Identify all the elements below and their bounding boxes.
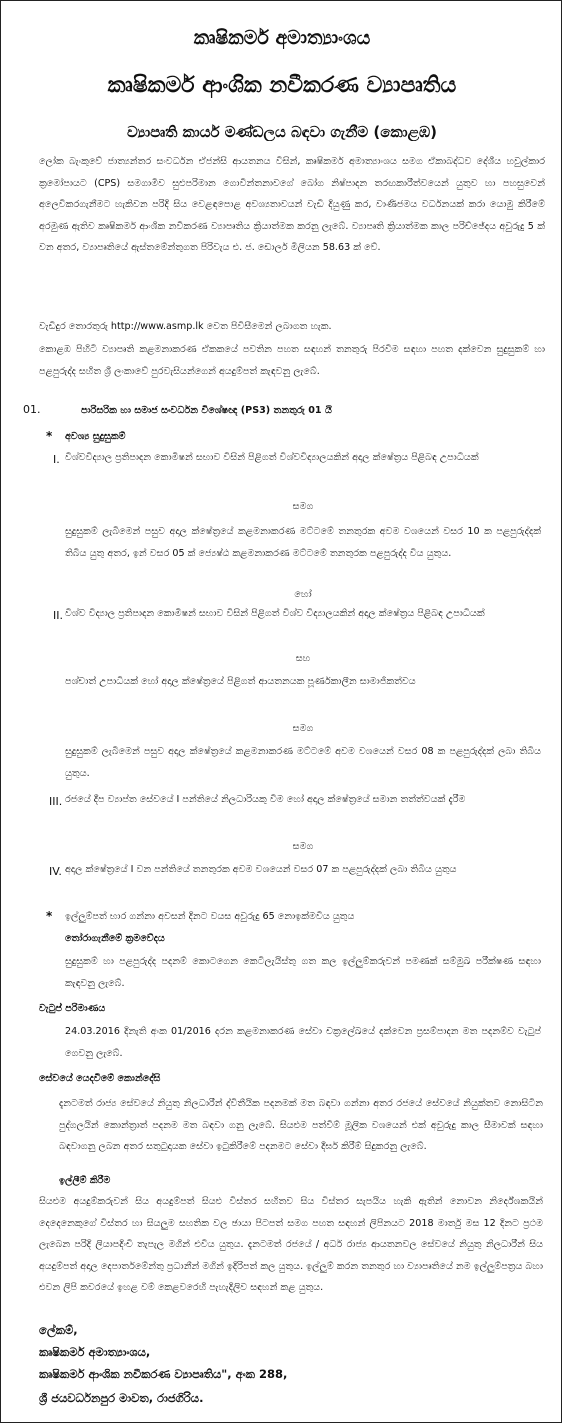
address-line-2: කෘෂිකර්ම අමාත්‍යාංශය, <box>39 1345 151 1359</box>
ministry-title: කෘෂිකර්ම අමාත්‍යාංශය <box>193 27 371 49</box>
ho-separator: හෝ <box>294 589 312 600</box>
address-line-1: ලේකම්, <box>39 1323 78 1337</box>
qualifications-heading: අවශ්‍ය සුදුසුකම් <box>65 431 126 442</box>
saha-separator: සහ <box>295 653 311 664</box>
option-iv-label: IV. <box>49 865 62 878</box>
intro-paragraph: ලෝක බැංකුවේ ජාත්‍යන්තර සංවර්ධන ඒජන්සි ආයතනය විසින්, කෘෂිකර්ම අමාත්‍යාංශය සමග ඒකාබද්ධව දේශීය හවුල්කාර ක්‍රමෝපායට (CPS) සමගාමීව සුළුපරිමාන ගොවීන්තනාවගේ බෝග නිෂ්පාදන තරඟකාරීත්වයෙන් යුතුව හා පහසුවෙන් අලෙවිකරගැනීමට හැකිවන පරිදි සිය වෙළඳපොළ අවශ්‍යතාවයන් වැඩි දියුණු කර, වාණිජමය වර්ධනයක් කරා යොමු කිරීමේ අරමුණ ඇතිව කෘෂිකර්ම ආංශික නවීකරණ ව්‍යාපෘතිය ක්‍රියාත්මක කරනු ලැබේ. ව්‍යාපෘති ක්‍රියාත්මක කාල පරිච්ඡේදය අවුරුදු 5 ක් වන අතර, ව්‍යාපෘතියේ ඇස්තමේන්තුගත පිරිවැය එ. ජ. ඩොලර් මිලියන 58.63 ක් වේ. <box>39 156 545 253</box>
option-ii-experience: සුදුසුකම් ලැබීමෙන් පසුව අදාල ක්ෂේත්‍රයේ කළමනාකරණ මට්ටමේ අවම වශයෙන් වසර 08 ක පළපුරුද්දක් ලබා තිබිය යුතුය. <box>65 746 541 779</box>
samaga-2: සමග <box>292 723 314 734</box>
salary-heading: වැටුප් පරිමාණය <box>39 1003 106 1014</box>
option-ii-degree: විශ්ව විද්‍යාල ප්‍රතිපාදන කොමිෂන් සභාව විසින් පිළිගත් විශ්ව විද්‍යාලයකින් අදාල ක්ෂේත්‍රය පිළිබඳ උපාධියක් <box>65 608 485 619</box>
address-line-4: ශ්‍රී ජයවර්ධනපුර මාවත, රාජගිරිය. <box>39 1391 204 1405</box>
post-number: 01. <box>23 403 41 416</box>
post-title: පාරිසරික හා සමාජ සංවර්ධන විශේෂඥ (PS3) තනතුරු 01 යි <box>81 405 332 416</box>
age-limit-note: ඉල්ලුම්පත් භාර ගන්නා අවසන් දිනට වයස අවුරුදු 65 නොඉක්මවිය යුතුය <box>65 911 355 922</box>
address-line-3: කෘෂිකර්ම ආංශික නවීකරණ ව්‍යාපෘතිය", අංක 288, <box>39 1367 288 1381</box>
option-iii-label: III. <box>49 795 63 808</box>
bullet-star: * <box>46 909 53 923</box>
selection-text: සුදුසුකම් හා පළපුරුද්ද පදනම් කොටගෙන කෙටිලැයිස්තු ගත කල ඉල්ලුම්කරුවන් පමණක් සම්මුඛ පරීක්ෂණ සඳහා කැඳවනු ලැබේ. <box>65 956 541 989</box>
conditions-heading: සේවයේ යෙදවීමේ කොන්දේසි <box>39 1073 161 1084</box>
samaga-1: සමග <box>292 501 314 512</box>
website-note: වැඩිදුර තොරතුරු http://www.asmp.lk වෙත පිවිසීමෙන් ලබාගත හැක. <box>39 321 332 332</box>
project-title: කෘෂිකර්ම ආංශික නවීකරණ ව්‍යාපෘතිය <box>107 73 457 98</box>
bullet-star: * <box>46 429 53 443</box>
invitation-paragraph: කොළඹ පිහිටි ව්‍යාපෘති කළමනාකරණ ඒකකයේ පවතින පහත සඳහන් තනතුරු පිරවීම සඳහා පහත දක්වෙන සුදුසුකම් හා පළපුරුද්ද සහිත ශ්‍රී ලංකාවේ පුරවැසියන්ගෙන් අයදුම්පත් කැඳවනු ලැබේ. <box>39 344 545 377</box>
conditions-text: දැනටමත් රාජ්‍ය සේවයේ නියුතු නිලධාරීන් ද්විතීයික පදනමක් මත බඳවා ගන්නා අතර රජයේ සේවයේ නියුක්තව නොසිටින පුද්ගලයින් කොන්ත්‍රාත් පදනම මත බඳවා ගනු ලැබේ. සියළුම පත්වීම් මූලික වශයෙන් එක් අවුරුදු කාල සීමාවක් සඳහා බඳවාගනු ලබන අතර සතුටුදායක සේවා ඉටුකිරීමේ පදනමට සේවා දීර්ඝ කිරීම් සිදුකරනු ලැබේ. <box>59 1098 543 1152</box>
recruitment-title: ව්‍යාපෘති කාර්ය මණ්ඩලය බඳවා ගැනීම (කොළඹ) <box>126 123 438 141</box>
option-ii-label: II. <box>53 609 63 622</box>
application-heading: ඉල්ලීම් කිරීම <box>59 1175 111 1186</box>
option-iv-text: අදාල ක්ෂේත්‍රයේ I වන පන්තියේ තනතුරක අවම වශයෙන් වසර 07 ක පළපුරුද්දක් ලබා තිබිය යුතුය <box>65 864 457 875</box>
option-iii-text: රජයේ දීප ව්‍යාප්ත සේවයේ I පන්තියේ නිලධාරියකු වීම හෝ අදාල ක්ෂේත්‍රයේ සමාන තත්ත්වයක් දැරීම <box>65 794 466 805</box>
application-text: සියළුම අයදුම්කරුවන් සිය අයදුම්පත් සියළු විස්තර සහිතව සිය විස්තර සැපයිය හැකි ඇතින් නොවන නිර්දේශකයින් දෙදෙනෙකුගේ විස්තර හා සියලුම සහතික වල ඡායා පිටපත් සමග පහත සඳහන් ලිපිනයට 2018 මාර්තු මස 12 දිනට ප්‍රථම ලැබෙන පරිදි ලියාපදිංචි තැපැල මගින් එවිය යුතුය. දැනටමත් රජයේ / අර්ධ රාජ්‍ය ආයතනවල සේවයේ නියුතු නිලධාරීන් සිය අයදුම්පත් අදාල දෙපාර්තමේන්තු ප්‍රධානීන් මගින් ඉදිරිපත් කල යුතුය. ඉල්ලුම් කරන තනතුර හා ව්‍යාපෘතියේ නම ඉල්ලුම්පත්‍රය බහා එවන ලිපි කවරයේ ඉහළ වම් කෙළවරෙහි පැහැදිලිව සඳහන් කළ යුතුය. <box>39 1196 543 1293</box>
samaga-3: සමග <box>292 841 314 852</box>
option-ii-postgraduate: පශ්චාත් උපාධියක් හෝ අදාල ක්ෂේත්‍රයේ පිළිගත් ආයතනයක පූර්ණකාලීන සාමාජිකත්වය <box>65 676 416 687</box>
option-i-degree: විශ්වවිද්‍යාල ප්‍රතිපාදන කොමිෂන් සභාව විසින් පිළිගත් විශ්වවිද්‍යාලයකින් අදාල ක්ෂේත්‍රය පිළිබඳ උපාධියක් <box>65 452 479 463</box>
option-i-label: I. <box>53 453 60 466</box>
selection-heading: තෝරාගැනීමේ ක්‍රමවේදය <box>65 933 165 944</box>
option-i-experience: සුදුසුකම් ලැබීමෙන් පසුව අදාල ක්ෂේත්‍රයේ කළමනාකරණ මට්ටමේ තනතුරක අවම වශයෙන් වසර 10 ක පළපුරුද්දක් තිබිය යුතු අතර, ඉන් වසර 05 ක් ජ්‍යෙෂ්ඨ කළමනාකරණ මට්ටමේ තනතුරක පළපුරුද්ද විය යුතුය. <box>65 526 541 559</box>
salary-text: 24.03.2016 දිනැති අංක 01/2016 දරන කළමනාකරණ සේවා චක්‍රලේඛයේ දක්වෙන ප්‍රසම්පාදන මත පදනම්ව වැටුප් ගෙවනු ලැබේ. <box>65 1026 541 1059</box>
